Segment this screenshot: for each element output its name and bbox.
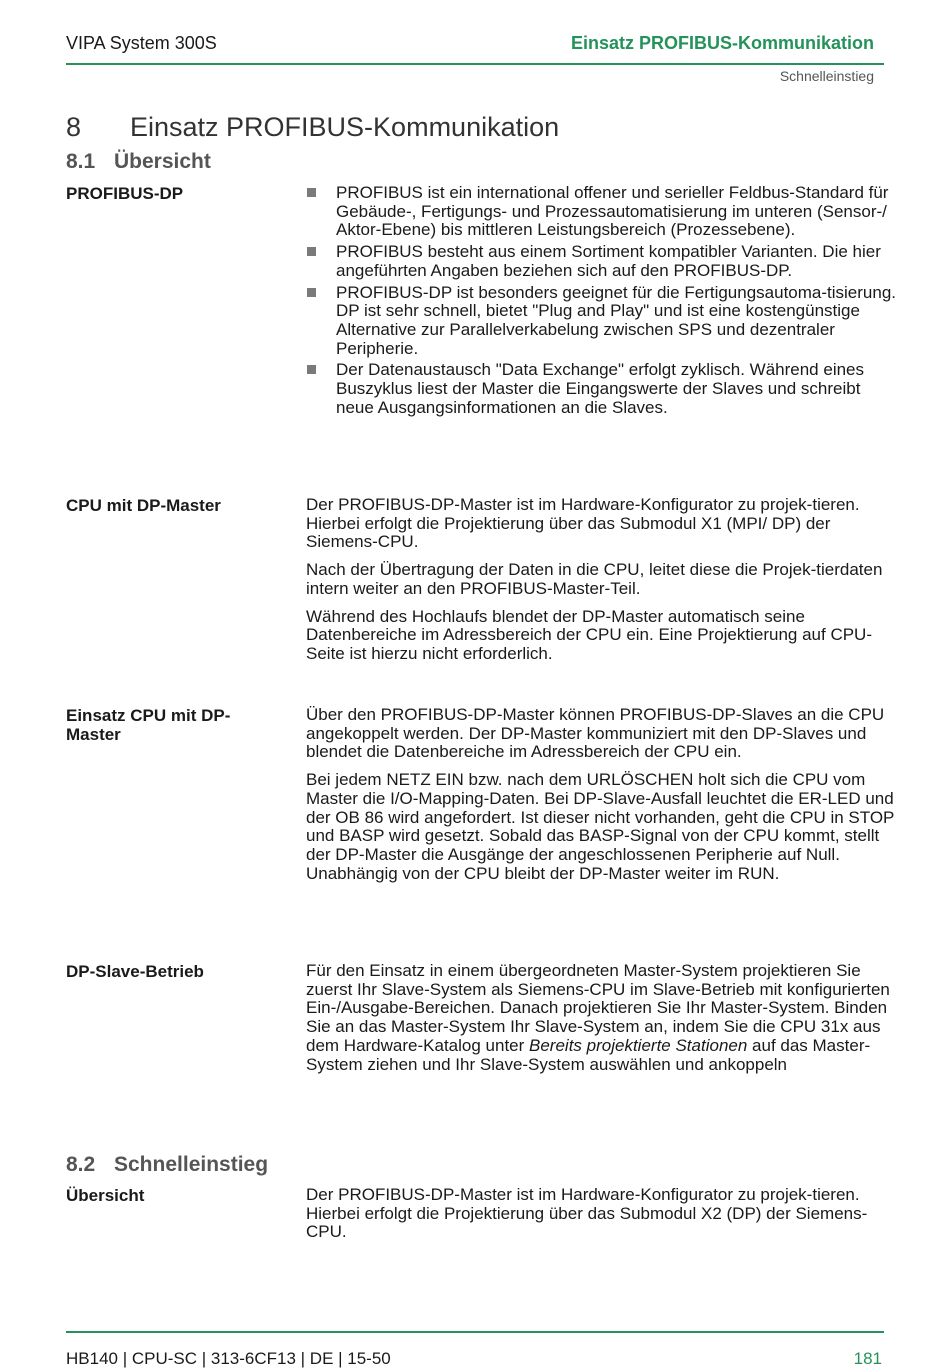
einsatz-cpu-body xyxy=(306,706,896,892)
label-profibus-dp: PROFIBUS-DP xyxy=(66,184,184,203)
section-number: 8.2 xyxy=(66,1153,96,1176)
label-einsatz-cpu: Einsatz CPU mit DP-Master xyxy=(66,706,231,744)
list-item-text: PROFIBUS besteht aus einem Sortiment kompatibler Varianten. Die hier angeführten Angaben beziehen sich auf den PROFIBUS-DP. xyxy=(336,242,881,280)
footer-divider xyxy=(66,1331,884,1333)
paragraph: Während des Hochlaufs blendet der DP-Master automatisch seine Datenbereiche im Adressbereich der CPU ein. Eine Projektierung auf CPU-Seite ist hierzu nicht erforderlich. xyxy=(306,606,872,663)
uebersicht-body xyxy=(306,1186,896,1251)
bullet-square-icon xyxy=(307,247,316,256)
bullet-square-icon xyxy=(307,188,316,197)
label-uebersicht: Übersicht xyxy=(66,1186,145,1205)
profibus-dp-body xyxy=(306,184,896,420)
list-item xyxy=(306,284,896,359)
bullet-square-icon xyxy=(307,365,316,374)
header-divider xyxy=(66,63,884,65)
paragraph-text: auf das Master-System ziehen und Ihr Slave-System auswählen und ankoppeln xyxy=(306,1035,871,1074)
paragraph-text: Für den Einsatz in einem übergeordneten Master-System projektieren Sie zuerst Ihr Slave-System als Siemens-CPU im Slave-Betrieb mit konfigurierten Ein-/Ausgabe-Bereichen. Danach projektieren Sie Ihr Master-System. Binden Sie an das Master-System Ihr Slave-System an, indem Sie die CPU 31x aus dem Hardware-Katalog unter xyxy=(306,961,890,1055)
paragraph xyxy=(306,962,896,1074)
footer-doc-id: HB140 | CPU-SC | 313-6CF13 | DE | 15-50 xyxy=(66,1349,391,1368)
list-item-text: Der Datenaustausch "Data Exchange" erfolgt zyklisch. Während eines Buszyklus liest der Master die Eingangswerte der Slaves und schreibt neue Ausgangsinformationen an die Slaves. xyxy=(336,360,865,417)
label-dp-slave: DP-Slave-Betrieb xyxy=(66,962,204,981)
dp-slave-body xyxy=(306,962,896,1083)
chapter-number: 8 xyxy=(66,112,82,142)
section-heading-8-2 xyxy=(66,1153,268,1177)
bullet-list xyxy=(306,184,896,417)
label-cpu-dp-master: CPU mit DP-Master xyxy=(66,496,221,515)
list-item-text: PROFIBUS ist ein international offener und serieller Feldbus-Standard für Gebäude-, Fertigungs- und Prozessautomatisierung im unteren (Sensor-/ Aktor-Ebene) bis mittleren Leistungsbereich (Prozessebene). xyxy=(336,183,889,240)
header-product: VIPA System 300S xyxy=(66,33,217,53)
list-item xyxy=(306,184,896,240)
paragraph: Über den PROFIBUS-DP-Master können PROFIBUS-DP-Slaves an die CPU angekoppelt werden. Der DP-Master kommuniziert mit den DP-Slaves und blendet die Datenbereiche im Adressbereich der CPU ein. xyxy=(306,705,885,762)
chapter-heading xyxy=(66,112,559,143)
section-title: Schnelleinstieg xyxy=(114,1153,269,1176)
section-number: 8.1 xyxy=(66,150,96,173)
page-number: 181 xyxy=(853,1349,882,1368)
paragraph: Nach der Übertragung der Daten in die CPU, leitet diese die Projek-tierdaten intern weiter an den PROFIBUS-Master-Teil. xyxy=(306,560,883,598)
list-item xyxy=(306,361,896,417)
section-heading-8-1 xyxy=(66,150,211,174)
header-section-title: Schnelleinstieg xyxy=(779,68,874,84)
paragraph: Bei jedem NETZ EIN bzw. nach dem URLÖSCHEN holt sich die CPU vom Master die I/O-Mapping-Daten. Bei DP-Slave-Ausfall leuchtet die ER-LED und der OB 86 wird angefordert. Ist dieser nicht vorhanden, geht die CPU in STOP und BASP wird gesetzt. Sobald das BASP-Signal von der CPU kommt, stellt der DP-Master die Ausgänge der angeschlossenen Peripherie auf Null. Unabhängig von der CPU bleibt der DP-Master weiter im RUN. xyxy=(306,770,895,883)
header-chapter-title: Einsatz PROFIBUS-Kommunikation xyxy=(570,33,874,53)
section-title: Übersicht xyxy=(114,150,211,173)
chapter-title: Einsatz PROFIBUS-Kommunikation xyxy=(130,112,560,142)
cpu-dp-master-body xyxy=(306,496,896,673)
menu-path-emphasis: Bereits projektierte Stationen xyxy=(529,1035,748,1055)
paragraph: Der PROFIBUS-DP-Master ist im Hardware-Konfigurator zu projek-tieren. Hierbei erfolgt die Projektierung über das Submodul X2 (DP) der Siemens-CPU. xyxy=(306,1185,868,1242)
bullet-square-icon xyxy=(307,288,316,297)
paragraph: Der PROFIBUS-DP-Master ist im Hardware-Konfigurator zu projek-tieren. Hierbei erfolgt die Projektierung über das Submodul X1 (MPI/ DP) der Siemens-CPU. xyxy=(306,495,860,552)
list-item-text: PROFIBUS-DP ist besonders geeignet für die Fertigungsautoma-tisierung. DP ist sehr schnell, bietet "Plug and Play" und ist eine kostengünstige Alternative zur Parallelverkabelung zwischen SPS und dezentraler Peripherie. xyxy=(336,282,897,358)
list-item xyxy=(306,243,896,280)
